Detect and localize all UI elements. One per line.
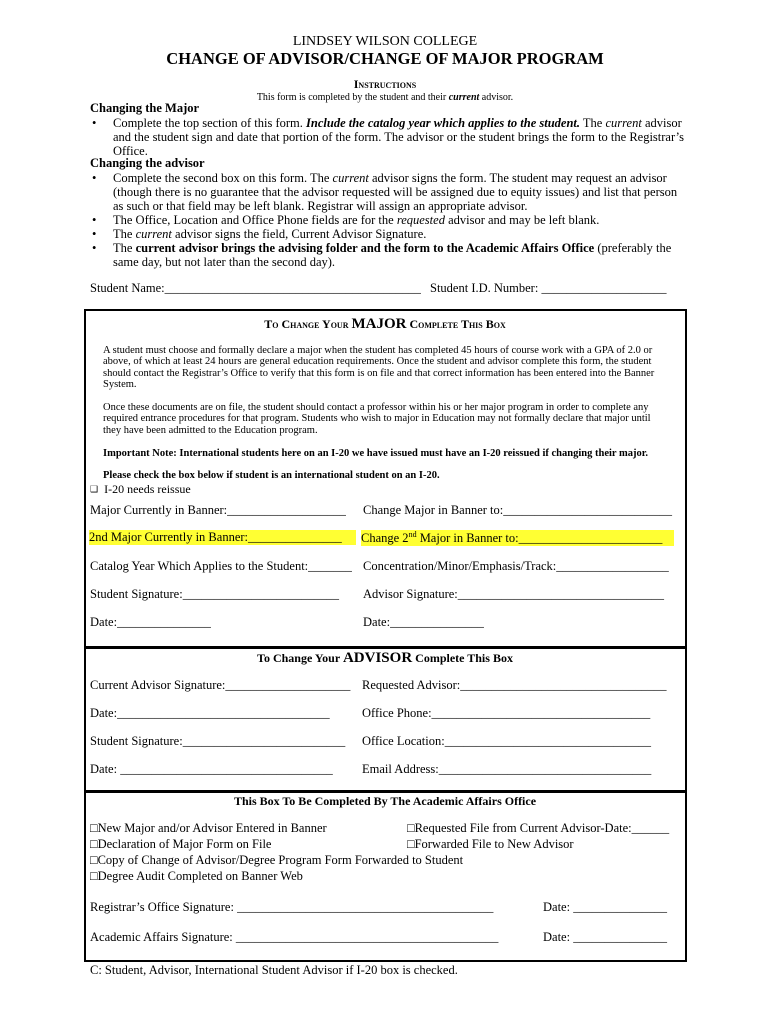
email-address-field[interactable]: Email Address:__________________________________	[362, 762, 652, 776]
second-major-current-field[interactable]: 2nd Major Currently in Banner:_______________	[89, 530, 356, 545]
changing-major-list	[90, 116, 685, 158]
list-item: • Complete the top section of this form. Include the catalog year which applies to the student. The current advisor and the student sign and date that portion of the form. The advisor or the student brings the form to the Registrar’s Office.	[90, 116, 685, 158]
checklist-label: Degree Audit Completed on Banner Web	[97, 869, 303, 883]
academic-box-title: This Box To Be Completed By The Academic Affairs Office	[233, 794, 537, 808]
major-advisor-signature-field[interactable]: Advisor Signature:_________________________________	[363, 587, 665, 601]
checklist-label: New Major and/or Advisor Entered in Banner	[97, 821, 327, 835]
second-major-change-field[interactable]: Change 2nd Major in Banner to:_______________________	[361, 530, 674, 546]
checkbox-icon[interactable]: □	[407, 821, 415, 835]
student-name-field[interactable]: Student Name:_________________________________________	[90, 281, 421, 295]
checklist-item-requested-file[interactable]	[407, 821, 669, 836]
copies-distribution-note: C: Student, Advisor, International Student Advisor if I-20 box is checked.	[90, 963, 458, 977]
current-advisor-signature-field[interactable]: Current Advisor Signature:____________________	[90, 678, 351, 692]
list-item: • The Office, Location and Office Phone fields are for the requested advisor and may be left blank.	[90, 213, 685, 227]
concentration-field[interactable]: Concentration/Minor/Emphasis/Track:__________________	[363, 559, 669, 573]
instructions-heading: Instructions	[353, 77, 417, 91]
major-box-title: To Change Your MAJOR Complete This Box	[264, 316, 506, 332]
checklist-item-copy-forwarded[interactable]	[90, 853, 463, 868]
major-declaration-paragraph: A student must choose and formally declare a major when the student has completed 45 hours of course work with a GPA of 2.0 or above, of which at least 24 hours are general education requirements. Once the student and advisor complete this form, the student should contact the Registrar’s Office to verify that this form is on file and that correct information has been entered into the Banner System.	[103, 345, 655, 390]
student-id-field[interactable]: Student I.D. Number: ____________________	[430, 281, 667, 295]
checkbox-icon[interactable]: ❑	[90, 484, 99, 494]
advisor-student-signature-field[interactable]: Student Signature:__________________________	[90, 734, 346, 748]
checklist-label: Declaration of Major Form on File	[97, 837, 272, 851]
i20-checkbox[interactable]	[90, 482, 191, 497]
major-student-date-field[interactable]: Date:_______________	[90, 615, 211, 629]
checkbox-icon[interactable]: □	[90, 853, 98, 867]
major-student-signature-field[interactable]: Student Signature:_________________________	[90, 587, 339, 601]
entrance-procedures-paragraph: Once these documents are on file, the student should contact a professor within his or her major program in order to complete any required entrance procedures for that program. Students who wish to major in Education may not formally declare that major until they have been admitted to the Education program.	[103, 402, 651, 436]
checklist-item-forwarded-file[interactable]	[407, 837, 574, 852]
checklist-item-degree-audit[interactable]	[90, 869, 303, 884]
list-item: • The current advisor brings the advising folder and the form to the Academic Affairs Office (preferably the same day, but not later than the second day).	[90, 241, 685, 269]
i20-checkbox-label: I-20 needs reissue	[104, 482, 191, 496]
advisor-date-field[interactable]: Date:__________________________________	[90, 706, 330, 720]
catalog-year-field[interactable]: Catalog Year Which Applies to the Student:_______	[90, 559, 352, 573]
office-phone-field[interactable]: Office Phone:___________________________________	[362, 706, 651, 720]
requested-advisor-field[interactable]: Requested Advisor:_________________________________	[362, 678, 667, 692]
academic-affairs-signature-field[interactable]: Academic Affairs Signature: __________________________________________	[90, 930, 499, 944]
checklist-item-declaration[interactable]	[90, 837, 271, 852]
academic-affairs-date-field[interactable]: Date: _______________	[543, 930, 667, 944]
form-title: CHANGE OF ADVISOR/CHANGE OF MAJOR PROGRAM	[166, 49, 604, 68]
major-advisor-date-field[interactable]: Date:_______________	[363, 615, 484, 629]
registrar-signature-field[interactable]: Registrar’s Office Signature: _________________________________________	[90, 900, 494, 914]
changing-advisor-heading: Changing the advisor	[90, 156, 205, 170]
advisor-box-title: To Change Your ADVISOR Complete This Box	[257, 650, 513, 666]
advisor-student-date-field[interactable]: Date: __________________________________	[90, 762, 333, 776]
international-checkbox-instruction: Please check the box below if student is an international student on an I-20.	[103, 470, 440, 481]
checklist-label: Forwarded File to New Advisor	[414, 837, 574, 851]
checkbox-icon[interactable]: □	[90, 821, 98, 835]
instructions-subtitle: This form is completed by the student and their current advisor.	[256, 92, 514, 103]
checkbox-icon[interactable]: □	[90, 837, 98, 851]
college-name: LINDSEY WILSON COLLEGE	[292, 34, 478, 49]
major-change-field[interactable]: Change Major in Banner to:___________________________	[363, 503, 672, 517]
office-location-field[interactable]: Office Location:_________________________________	[362, 734, 651, 748]
list-item: • The current advisor signs the field, Current Advisor Signature.	[90, 227, 685, 241]
changing-major-heading: Changing the Major	[90, 101, 200, 115]
checkbox-icon[interactable]: □	[90, 869, 98, 883]
list-item: • Complete the second box on this form. The current advisor signs the form. The student may request an advisor (though there is no guarantee that the advisor requested will be assigned due to equity issues) and list that person as such or that field may be left blank. Registrar will assign an appropriate advisor.	[90, 171, 685, 213]
checkbox-icon[interactable]: □	[407, 837, 415, 851]
changing-advisor-list	[90, 171, 685, 269]
registrar-date-field[interactable]: Date: _______________	[543, 900, 667, 914]
checklist-label: Requested File from Current Advisor-Date:______	[414, 821, 670, 835]
major-current-field[interactable]: Major Currently in Banner:___________________	[90, 503, 346, 517]
international-note: Important Note: International students here on an I-20 we have issued must have an I-20 reissued if changing their major.	[103, 448, 649, 459]
checklist-label: Copy of Change of Advisor/Degree Program Form Forwarded to Student	[97, 853, 464, 867]
checklist-item-new-major[interactable]	[90, 821, 327, 836]
